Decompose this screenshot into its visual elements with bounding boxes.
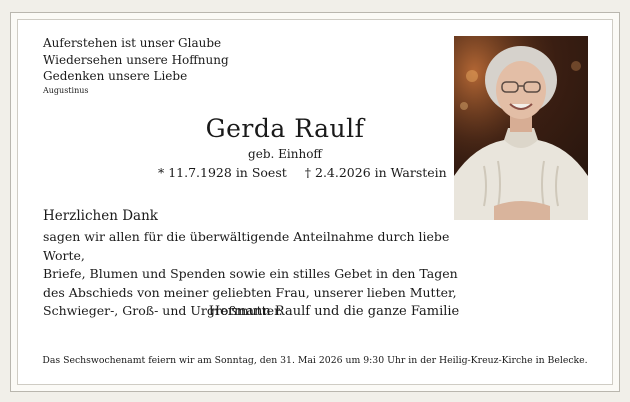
thanks-heading: Herzlichen Dank <box>43 208 158 224</box>
life-dates <box>158 165 447 180</box>
birth-date: * 11.7.1928 in Soest <box>158 165 287 180</box>
thanks-line: Briefe, Blumen und Spenden sowie ein stilles Gebet in den Tagen <box>43 266 458 282</box>
portrait-photo <box>454 36 588 220</box>
motto-line: Gedenken unsere Liebe <box>43 69 188 83</box>
signature: Hermann Raulf und die ganze Familie <box>208 304 460 319</box>
maiden-name: geb. Einhoff <box>248 147 322 161</box>
thanks-line: sagen wir allen für die überwältigende Anteilnahme durch liebe Worte, <box>43 229 450 263</box>
motto-line: Wiedersehen unsere Hoffnung <box>43 52 229 67</box>
death-date: † 2.4.2026 in Warstein <box>304 165 447 180</box>
mass-announcement: Das Sechswochenamt feiern wir am Sonntag, den 31. Mai 2026 um 9:30 Uhr in der Heilig-Kreuz-Kirche in Belecke. <box>42 355 588 366</box>
motto-block <box>43 35 229 97</box>
motto-source: Augustinus <box>43 85 89 95</box>
deceased-name: Gerda Raulf <box>205 114 365 143</box>
thanks-line: des Abschieds von meiner geliebten Frau, unserer lieben Mutter, <box>43 284 457 300</box>
thanks-line: Schwieger-, Groß- und Urgroßmutter. <box>43 303 283 319</box>
motto-line: Auferstehen ist unser Glaube <box>43 36 222 50</box>
